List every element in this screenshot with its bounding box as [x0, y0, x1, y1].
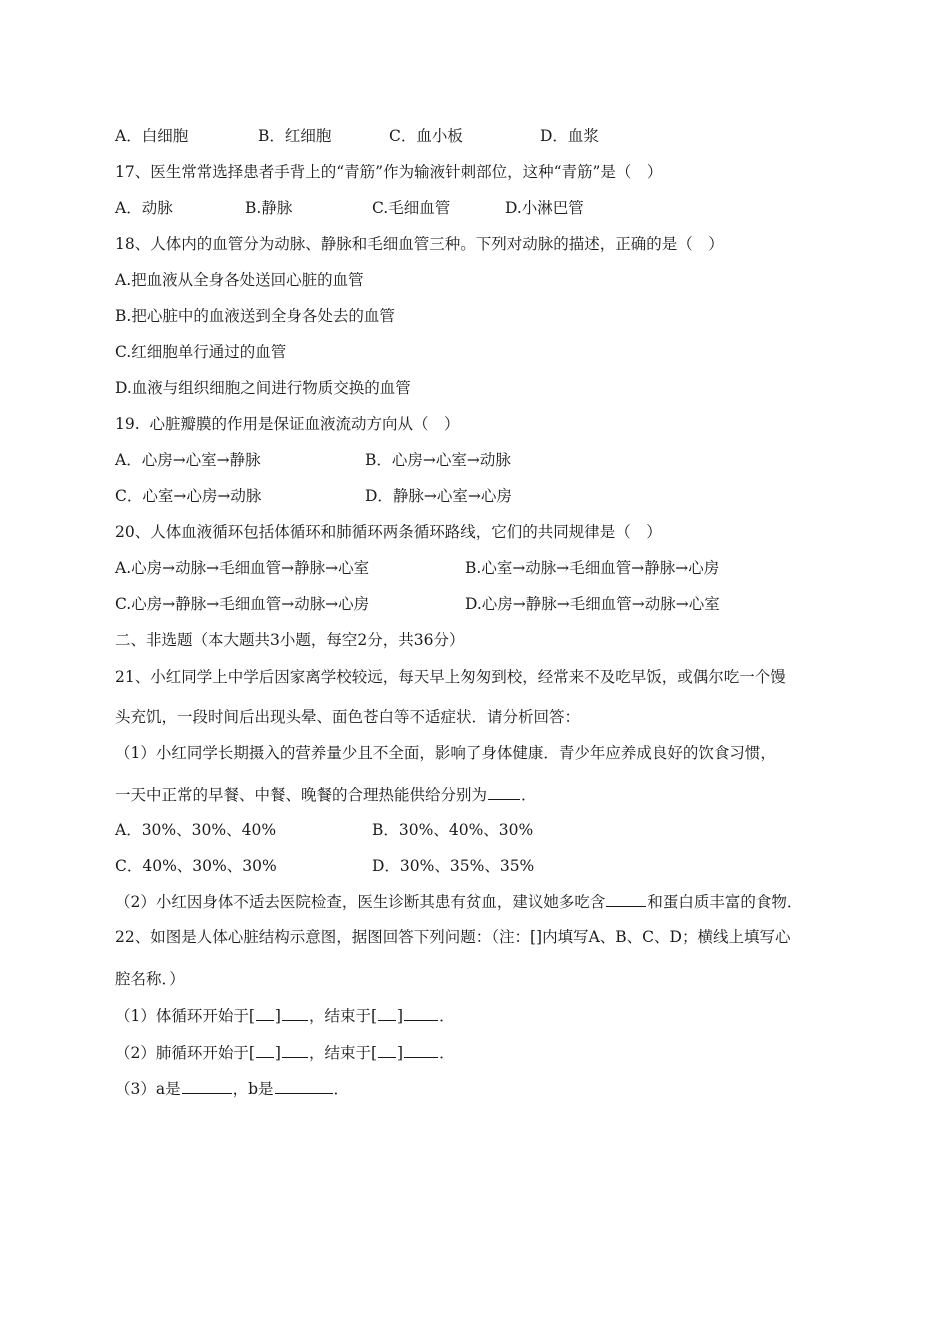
q21-option-a: A．30%、30%、40%	[115, 821, 277, 839]
q21-part2-post: 和蛋白质丰富的食物．	[647, 893, 803, 911]
q20-stem: 20、人体血液循环包括体循环和肺循环两条循环路线，它们的共同规律是（ ）	[115, 523, 662, 541]
q22-part2-mid: ，结束于[	[308, 1044, 378, 1062]
q19-option-a: A．心房→心室→静脉	[115, 451, 261, 469]
q22-part2-pre: （2）肺循环开始于[	[115, 1044, 255, 1062]
q22-part2-line-blank-1[interactable]	[282, 1042, 308, 1058]
q22-part1-line-blank-2[interactable]	[404, 1005, 438, 1021]
q22-part2-bracket-close-1: ]	[274, 1044, 281, 1062]
q22-part2	[115, 1042, 455, 1063]
q21-answer-blank-2[interactable]	[606, 891, 646, 907]
q22-part2-bracket-close-2: ]	[397, 1044, 404, 1062]
q18-option-c: C.红细胞单行通过的血管	[115, 343, 287, 361]
q22-part1-pre: （1）体循环开始于[	[115, 1007, 255, 1025]
q21-option-d: D．30%、35%、35%	[372, 857, 535, 875]
q21-part1-end: ．	[521, 786, 537, 804]
q21-stem-line2: 头充饥，一段时间后出现头晕、面色苍白等不适症状．请分析回答：	[115, 708, 581, 726]
q22-part1-bracket-close-1: ]	[274, 1007, 281, 1025]
q17-option-a: A．动脉	[115, 199, 173, 217]
q17-option-d: D.小淋巴管	[505, 199, 584, 217]
q20-option-c: C.心房→静脉→毛细血管→动脉→心房	[115, 595, 370, 613]
q22-part1	[115, 1005, 455, 1026]
q22-part3-pre: （3）a是	[115, 1080, 181, 1098]
q17-stem: 17、医生常常选择患者手背上的“青筋”作为输液针刺部位，这种“青筋”是（ ）	[115, 163, 663, 181]
q18-option-d: D.血液与组织细胞之间进行物质交换的血管	[115, 379, 411, 397]
q21-part2	[115, 891, 802, 912]
q20-option-a: A.心房→动脉→毛细血管→静脉→心室	[115, 559, 370, 577]
q21-option-b: B．30%、40%、30%	[372, 821, 534, 839]
q19-option-b: B．心房→心室→动脉	[365, 451, 511, 469]
q20-option-d: D.心房→静脉→毛细血管→动脉→心室	[465, 595, 720, 613]
q16-option-c: C．血小板	[389, 127, 463, 145]
q17-option-b: B.静脉	[245, 199, 293, 217]
q19-stem: 19. 心脏瓣膜的作用是保证血液流动方向从（ ）	[115, 415, 460, 433]
q22-part2-line-blank-2[interactable]	[404, 1042, 438, 1058]
q21-answer-blank-1[interactable]	[488, 784, 520, 800]
section-title: 二、非选题（本大题共3小题，每空2分，共36分）	[115, 631, 465, 649]
q22-stem-line2: 腔名称．）	[115, 970, 185, 988]
q22-part1-mid: ，结束于[	[308, 1007, 378, 1025]
q22-part1-bracket-blank-2[interactable]	[378, 1005, 396, 1021]
q22-part2-bracket-blank-1[interactable]	[256, 1042, 274, 1058]
q18-option-a: A.把血液从全身各处送回心脏的血管	[115, 271, 364, 289]
q22-stem-line1: 22、如图是人体心脏结构示意图，据图回答下列问题：（注：[]内填写A、B、C、D；横线上填写心	[115, 928, 791, 946]
q22-answer-blank-b[interactable]	[275, 1078, 333, 1094]
q19-option-c: C．心室→心房→动脉	[115, 487, 262, 505]
q22-part2-end: ．	[439, 1044, 455, 1062]
q22-part1-line-blank-1[interactable]	[282, 1005, 308, 1021]
q22-part1-end: ．	[439, 1007, 455, 1025]
q21-stem-line1: 21、小红同学上中学后因家离学校较远，每天早上匆匆到校，经常来不及吃早饭，或偶尔吃一个馒	[115, 668, 786, 686]
q16-option-b: B．红细胞	[258, 127, 332, 145]
q16-option-a: A．白细胞	[115, 127, 189, 145]
q21-option-c: C．40%、30%、30%	[115, 857, 277, 875]
q21-part1-text: 一天中正常的早餐、中餐、晚餐的合理热能供给分别为	[115, 786, 488, 804]
q21-part1-line2	[115, 784, 537, 805]
q22-part1-bracket-close-2: ]	[397, 1007, 404, 1025]
q22-answer-blank-a[interactable]	[182, 1078, 232, 1094]
q22-part3-end: ．	[333, 1080, 350, 1098]
q22-part1-bracket-blank-1[interactable]	[256, 1005, 274, 1021]
q21-part1-line1: （1）小红同学长期摄入的营养量少且不全面，影响了身体健康．青少年应养成良好的饮食习惯，	[115, 744, 776, 762]
q22-part3-mid: ，b是	[232, 1080, 274, 1098]
q18-option-b: B.把心脏中的血液送到全身各处去的血管	[115, 307, 395, 325]
q21-part2-pre: （2）小红因身体不适去医院检查，医生诊断其患有贫血，建议她多吃含	[115, 893, 606, 911]
q22-part3	[115, 1078, 349, 1099]
q17-option-c: C.毛细血管	[372, 199, 451, 217]
q19-option-d: D．静脉→心室→心房	[365, 487, 512, 505]
q16-option-d: D．血浆	[540, 127, 599, 145]
q20-option-b: B.心室→动脉→毛细血管→静脉→心房	[465, 559, 720, 577]
q18-stem: 18、人体内的血管分为动脉、静脉和毛细血管三种。下列对动脉的描述，正确的是（ ）	[115, 235, 724, 253]
q22-part2-bracket-blank-2[interactable]	[378, 1042, 396, 1058]
